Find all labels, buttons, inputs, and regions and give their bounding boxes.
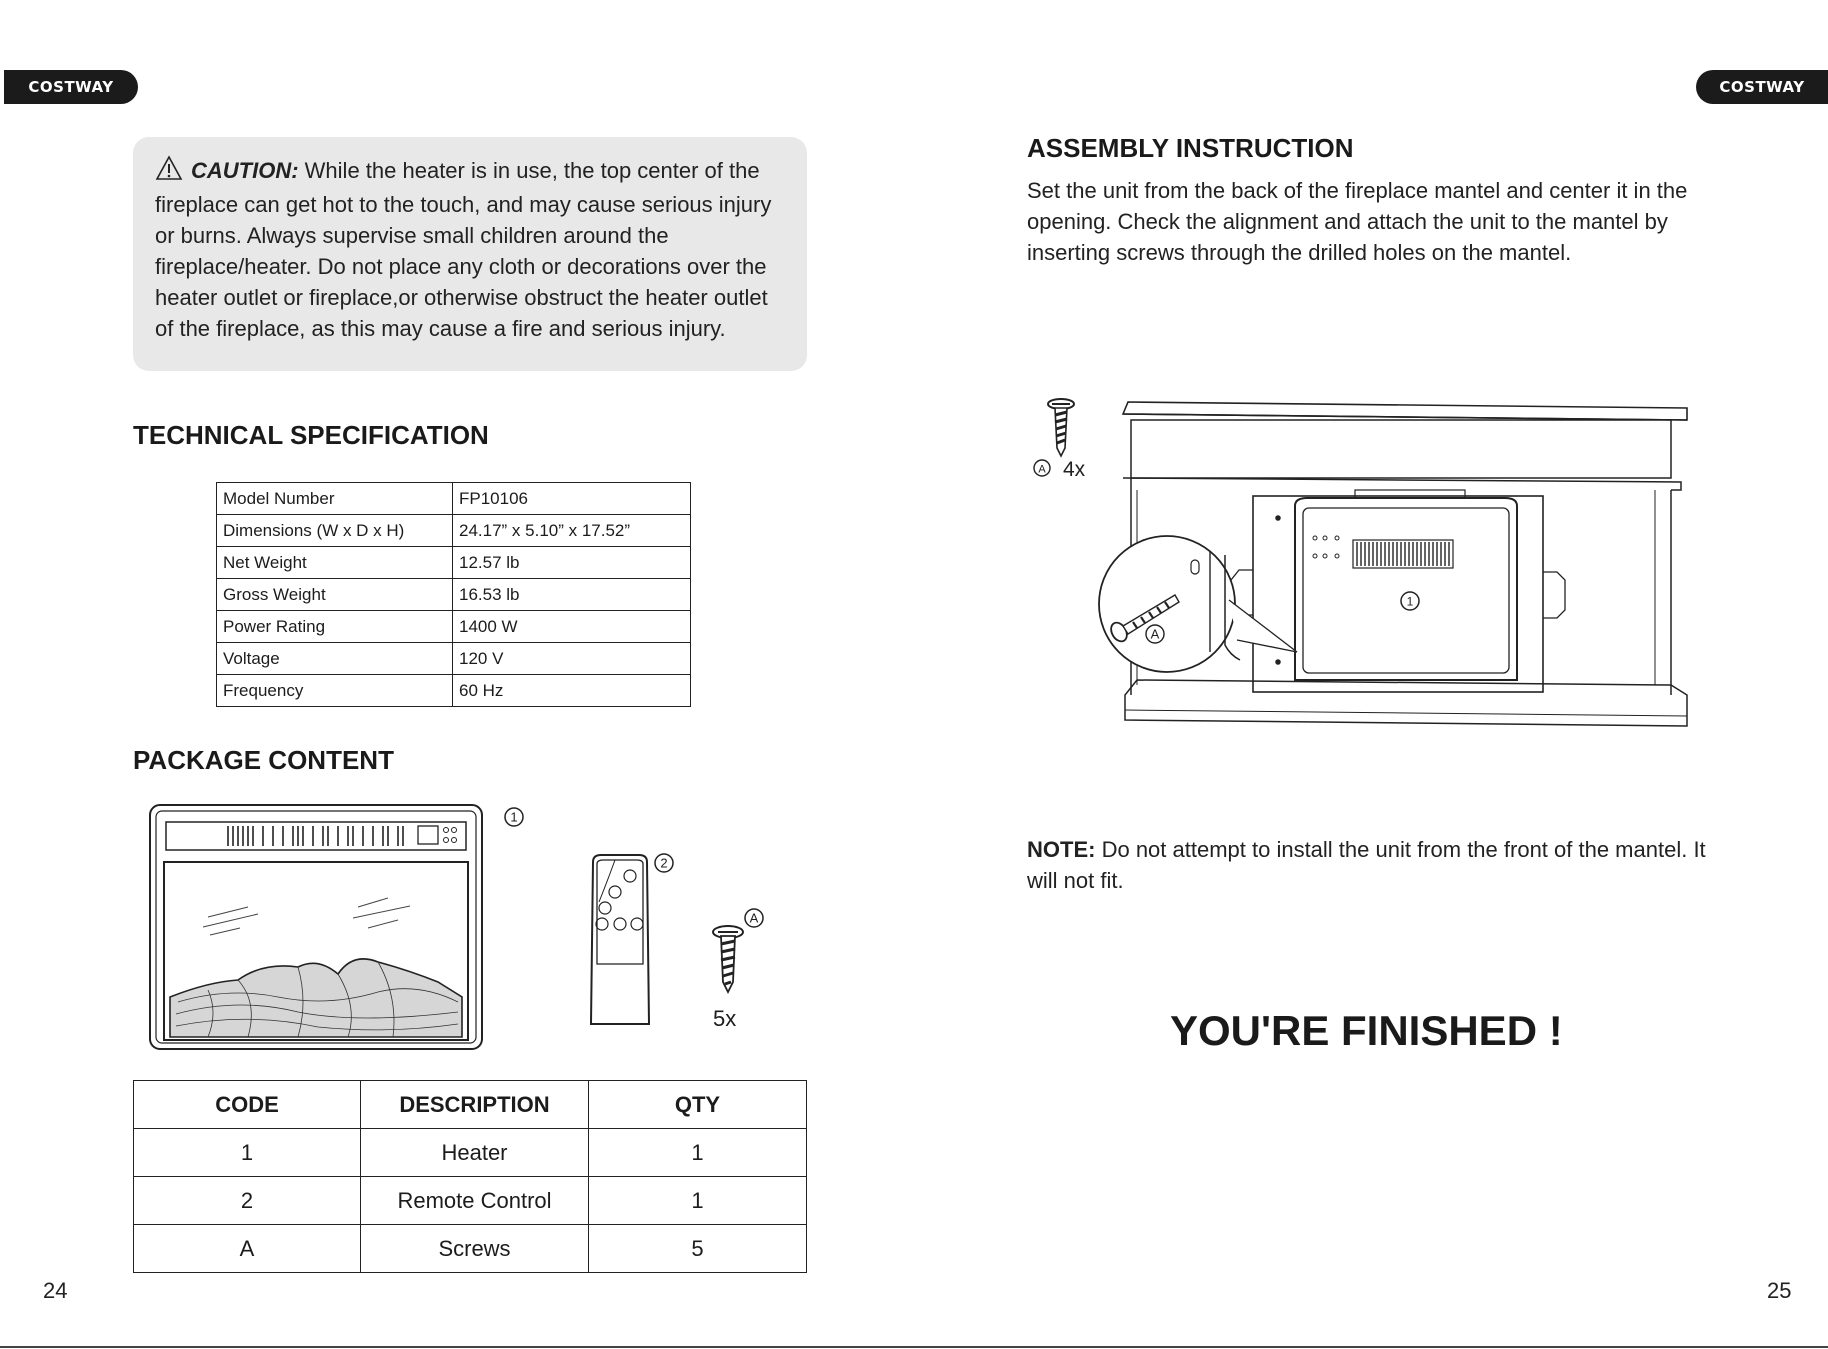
table-header-row <box>134 1081 807 1129</box>
table-row <box>134 1129 807 1177</box>
caution-box <box>133 137 807 371</box>
description-cell: Remote Control <box>361 1177 589 1225</box>
heater-illustration <box>148 802 488 1052</box>
spec-label: Frequency <box>217 675 453 707</box>
screw-icon <box>1048 399 1074 456</box>
page-number-left: 24 <box>43 1278 68 1303</box>
column-header: QTY <box>589 1081 807 1129</box>
warning-triangle-icon <box>155 155 183 189</box>
qty-cell: 1 <box>589 1129 807 1177</box>
spec-value: FP10106 <box>453 483 691 515</box>
table-row <box>217 579 691 611</box>
description-cell: Screws <box>361 1225 589 1273</box>
column-header: CODE <box>134 1081 361 1129</box>
svg-text:2: 2 <box>660 855 668 871</box>
table-row <box>217 515 691 547</box>
caution-label: CAUTION: <box>191 158 299 183</box>
tech-spec-table <box>216 482 691 707</box>
svg-text:1: 1 <box>1406 594 1414 609</box>
spec-label: Voltage <box>217 643 453 675</box>
note-text: Do not attempt to install the unit from the front of the mantel. It will not fit. <box>1027 837 1706 893</box>
svg-text:1: 1 <box>510 809 518 825</box>
spec-label: Model Number <box>217 483 453 515</box>
caution-text: While the heater is in use, the top center of the fireplace can get hot to the touch, and may cause serious injury or burns. Always supervise small children around the fireplace/heater. Do not place any cloth or decorations over the heater outlet or fireplace,or otherwise obstruct the heater outlet of the fireplace, as this may cause a fire and serious injury. <box>155 158 772 341</box>
table-row <box>217 611 691 643</box>
detail-magnifier <box>1099 536 1297 672</box>
spec-value: 12.57 lb <box>453 547 691 579</box>
remote-callout-badge <box>653 852 675 874</box>
svg-text:4x: 4x <box>1063 458 1086 481</box>
code-cell: A <box>134 1225 361 1273</box>
heater-callout-badge <box>503 806 525 828</box>
qty-cell: 5 <box>589 1225 807 1273</box>
svg-text:A: A <box>749 910 759 926</box>
code-cell: 2 <box>134 1177 361 1225</box>
package-heading: PACKAGE CONTENT <box>133 745 394 775</box>
tech-spec-heading: TECHNICAL SPECIFICATION <box>133 420 489 450</box>
finished-heading: YOU'RE FINISHED ! <box>1170 1007 1563 1054</box>
table-row <box>134 1177 807 1225</box>
column-header: DESCRIPTION <box>361 1081 589 1129</box>
table-row <box>134 1225 807 1273</box>
package-table <box>133 1080 807 1273</box>
assembly-diagram <box>1025 390 1695 740</box>
bottom-divider <box>0 1346 1828 1348</box>
screw-quantity-label: 5x <box>713 1006 737 1031</box>
assembly-heading: ASSEMBLY INSTRUCTION <box>1027 133 1354 163</box>
brand-tab-left: COSTWAY <box>4 70 138 104</box>
note-label: NOTE: <box>1027 837 1096 862</box>
spec-label: Power Rating <box>217 611 453 643</box>
code-cell: 1 <box>134 1129 361 1177</box>
table-row <box>217 483 691 515</box>
spec-value: 1400 W <box>453 611 691 643</box>
brand-tab-right: COSTWAY <box>1696 70 1828 104</box>
spec-label: Net Weight <box>217 547 453 579</box>
assembly-text: Set the unit from the back of the fireplace mantel and center it in the opening. Check the alignment and attach the unit to the mantel by inserting screws through the drilled holes on the mantel. <box>1027 178 1688 265</box>
spec-value: 24.17” x 5.10” x 17.52” <box>453 515 691 547</box>
page-number-right: 25 <box>1767 1278 1792 1303</box>
qty-cell: 1 <box>589 1177 807 1225</box>
remote-illustration <box>585 852 655 1030</box>
spec-label: Gross Weight <box>217 579 453 611</box>
description-cell: Heater <box>361 1129 589 1177</box>
spec-label: Dimensions (W x D x H) <box>217 515 453 547</box>
note-paragraph <box>1027 834 1717 896</box>
screw-callout-badge <box>743 907 765 929</box>
table-row <box>217 547 691 579</box>
svg-text:A: A <box>1038 463 1046 476</box>
spec-value: 16.53 lb <box>453 579 691 611</box>
spec-value: 120 V <box>453 643 691 675</box>
table-row <box>217 675 691 707</box>
screw-icon <box>708 924 748 994</box>
svg-text:A: A <box>1150 626 1160 642</box>
table-row <box>217 643 691 675</box>
spec-value: 60 Hz <box>453 675 691 707</box>
